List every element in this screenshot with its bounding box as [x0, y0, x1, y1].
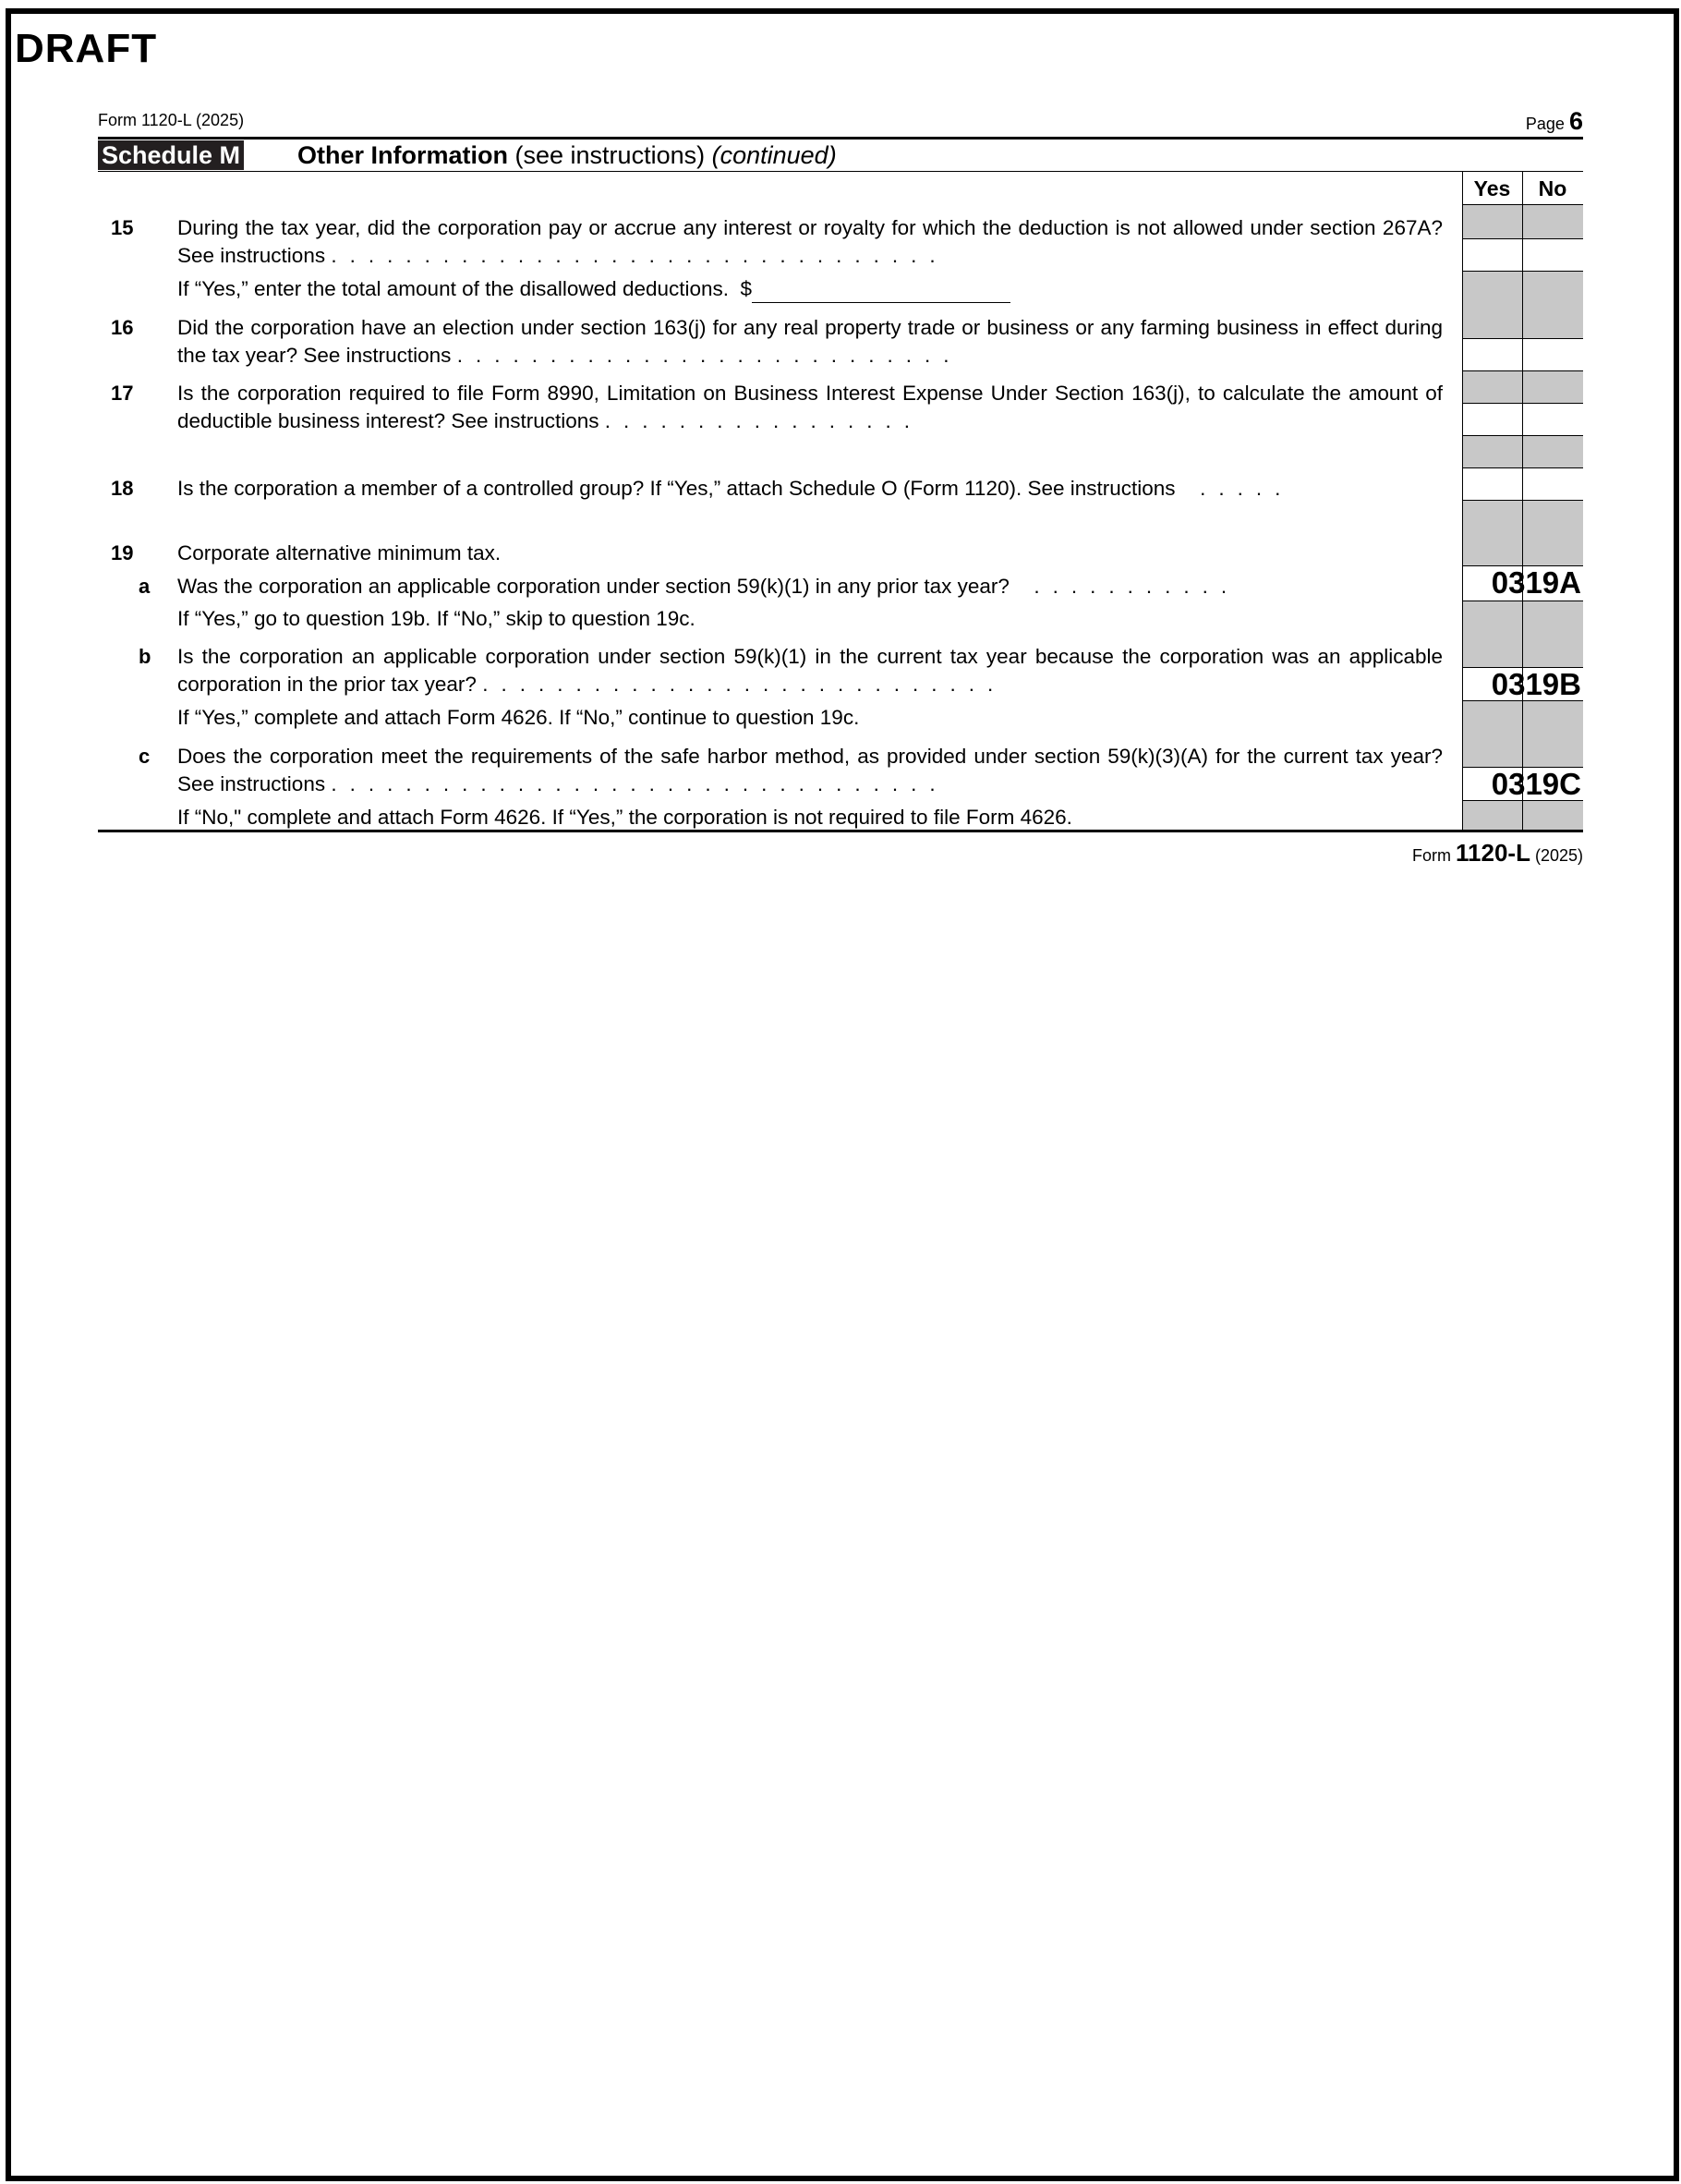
q19a-letter: a: [139, 575, 151, 598]
q18-text: [177, 475, 1443, 503]
form-footer: [1412, 839, 1583, 868]
q19-text: Corporate alternative minimum tax.: [177, 541, 502, 564]
q15-followup-text: If “Yes,” enter the total amount of the disallowed deductions.: [177, 277, 730, 300]
draft-watermark: DRAFT: [15, 26, 158, 71]
shade-19a-yes: [1463, 601, 1522, 667]
shade-19a-no: [1523, 601, 1583, 667]
no-column-header: No: [1538, 176, 1567, 200]
page-number-label: [1526, 107, 1583, 136]
page-prefix: Page: [1525, 115, 1565, 133]
q15-number: 15: [111, 216, 134, 239]
code-19c: 0319C: [1491, 767, 1581, 801]
schedule-title: [297, 140, 837, 170]
form-header-label: Form 1120-L (2025): [98, 111, 245, 129]
shade-15f-yes: [1463, 272, 1522, 338]
yes-column-header: Yes: [1473, 176, 1511, 200]
q19-number: 19: [111, 541, 134, 564]
page-number: 6: [1568, 107, 1583, 135]
shade-19c-yes: [1463, 800, 1522, 830]
q19b-followup: If “Yes,” complete and attach Form 4626. If “No,” continue to question 19c.: [177, 706, 860, 729]
footer-prefix: Form: [1411, 846, 1451, 865]
q15-followup: [177, 275, 1443, 303]
q19c-letter: c: [139, 745, 151, 768]
q16-number: 16: [111, 316, 134, 339]
q19b-text: [177, 643, 1443, 698]
form-area: [98, 0, 1583, 2184]
leader-dots: .................................: [331, 244, 949, 267]
shade-15-no: [1523, 205, 1583, 238]
header-rule: [98, 137, 1583, 140]
q19a-text-body: Was the corporation an applicable corporation under section 59(k)(1) in any prior tax year?: [177, 575, 1010, 598]
yn-row-line: [1462, 338, 1583, 339]
q15-text-body: During the tax year, did the corporation pay or accrue any interest or royalty for which the deduction is not allowed under section 267A? See instructions: [177, 216, 1443, 267]
code-19a: 0319A: [1491, 565, 1581, 600]
schedule-title-rest: (see instructions): [514, 141, 706, 169]
q17-text: [177, 380, 1443, 435]
leader-dots: .................................: [331, 772, 949, 795]
footer-year: (2025): [1534, 846, 1583, 865]
schedule-title-italic: (continued): [711, 141, 837, 169]
shade-17-no: [1523, 371, 1583, 403]
q18-number: 18: [111, 477, 134, 500]
schedule-rule: [98, 171, 1583, 172]
q18-text-body: Is the corporation a member of a controlled group? If “Yes,” attach Schedule O (Form 1120). See instructions: [177, 477, 1176, 500]
yn-row-line: [1462, 500, 1583, 501]
leader-dots: ...........: [1015, 575, 1240, 598]
leader-dots: .................: [604, 409, 924, 432]
code-19b: 0319B: [1491, 667, 1581, 701]
leader-dots: ............................: [482, 673, 1007, 696]
shade-19-yes: [1463, 501, 1522, 565]
footer-form-number: 1120-L: [1456, 839, 1530, 867]
q19b-text-body: Is the corporation an applicable corporation under section 59(k)(1) in the current tax year because the corporation was an applicable corporation in the prior tax year?: [177, 645, 1443, 696]
shade-19-no: [1523, 501, 1583, 565]
leader-dots: .....: [1180, 477, 1294, 500]
q16-text-body: Did the corporation have an election under section 163(j) for any real property trade or business or any farming business in effect during the tax year? See instructions: [177, 316, 1443, 367]
q15-currency: $: [740, 277, 753, 300]
schedule-badge: Schedule M: [98, 140, 244, 170]
shade-18-yes: [1463, 436, 1522, 467]
shade-15f-no: [1523, 272, 1583, 338]
q19c-text: [177, 743, 1443, 798]
q15-text: [177, 214, 1443, 270]
q19c-text-body: Does the corporation meet the requirements of the safe harbor method, as provided under section 59(k)(3)(A) for the current tax year? See instructions: [177, 745, 1443, 795]
yn-row-line: [1462, 435, 1583, 436]
shade-17-yes: [1463, 371, 1522, 403]
leader-dots: ...........................: [456, 344, 962, 367]
q19c-followup: If “No," complete and attach Form 4626. If “Yes,” the corporation is not required to file Form 4626.: [177, 806, 1072, 829]
q19a-followup: If “Yes,” go to question 19b. If “No,” skip to question 19c.: [177, 607, 695, 630]
q16-text: [177, 314, 1443, 370]
footer-rule: [98, 830, 1583, 832]
yn-row-line: [1462, 271, 1583, 272]
shade-19b-yes: [1463, 700, 1522, 767]
q15-amount-field[interactable]: [752, 282, 1010, 303]
shade-18-no: [1523, 436, 1583, 467]
q17-text-body: Is the corporation required to file Form 8990, Limitation on Business Interest Expense Under Section 163(j), to calculate the amount of deductible business interest? See instructions: [177, 382, 1443, 432]
yn-row-line: [1462, 467, 1583, 468]
yn-row-line: [1462, 238, 1583, 239]
shade-19c-no: [1523, 800, 1583, 830]
schedule-title-bold: Other Information: [297, 141, 508, 169]
q19a-text: [177, 573, 1443, 601]
q19b-letter: b: [139, 645, 151, 668]
q17-number: 17: [111, 382, 134, 405]
yn-row-line: [1462, 204, 1583, 205]
shade-15-yes: [1463, 205, 1522, 238]
yn-row-line: [1462, 370, 1583, 371]
shade-19b-no: [1523, 700, 1583, 767]
yn-row-line: [1462, 403, 1583, 404]
